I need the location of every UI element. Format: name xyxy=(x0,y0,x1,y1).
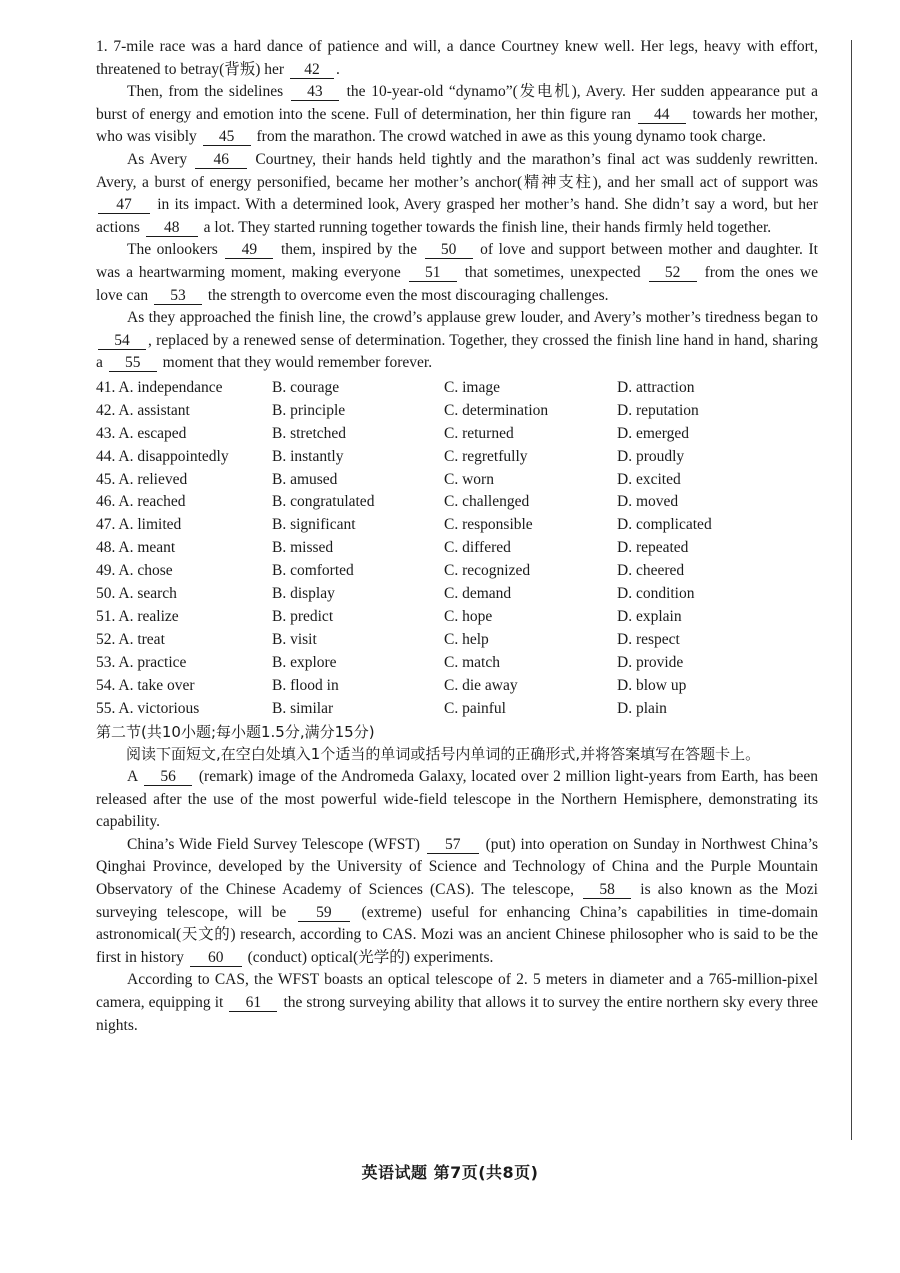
blank-60: 60 xyxy=(190,949,242,967)
option-c: C. worn xyxy=(444,470,494,488)
option-row-41 xyxy=(96,377,818,400)
option-row-48 xyxy=(96,537,818,560)
text: As Avery xyxy=(127,150,194,168)
option-a: 43. A. escaped xyxy=(96,424,187,442)
option-row-53 xyxy=(96,652,818,675)
options-table xyxy=(96,377,818,721)
text: A xyxy=(127,768,143,786)
text: (remark) image of the Andromeda Galaxy, located over 2 million light-years from Earth, has been released after the use of the most powerful wide-field telescope in the Northern Hemisphere, demonstrating its capability. xyxy=(96,768,818,831)
text: them, inspired by the xyxy=(275,241,423,259)
option-b: B. principle xyxy=(272,401,346,419)
option-row-55 xyxy=(96,698,818,721)
option-c: C. returned xyxy=(444,424,514,442)
option-row-46 xyxy=(96,491,818,514)
blank-56: 56 xyxy=(144,768,192,786)
option-row-49 xyxy=(96,560,818,583)
option-row-51 xyxy=(96,606,818,629)
blank-52: 52 xyxy=(649,264,697,282)
option-d: D. plain xyxy=(617,699,667,717)
option-c: C. determination xyxy=(444,401,549,419)
option-row-47 xyxy=(96,514,818,537)
text: As they approached the finish line, the crowd’s applause grew louder, and Avery’s mother’s tiredness began to xyxy=(127,309,818,327)
blank-53: 53 xyxy=(154,287,202,305)
option-b: B. missed xyxy=(272,539,334,557)
blank-55: 55 xyxy=(109,354,157,372)
option-d: D. excited xyxy=(617,470,681,488)
option-b: B. stretched xyxy=(272,424,347,442)
option-b: B. explore xyxy=(272,653,337,671)
option-b: B. predict xyxy=(272,607,334,625)
text: is also known as the Mozi surveying telescope, will be xyxy=(96,881,818,921)
option-a: 41. A. independance xyxy=(96,378,223,396)
blank-54: 54 xyxy=(98,332,146,350)
text: 1. 7-mile race was a hard dance of patience and will, a dance Courtney knew well. Her legs, heavy with effort, threatened to betray(背叛) her xyxy=(96,38,818,78)
option-d: D. blow up xyxy=(617,676,687,694)
option-a: 42. A. assistant xyxy=(96,401,190,419)
text: (conduct) optical(光学的) experiments. xyxy=(243,948,494,966)
page-footer: 英语试题 第7页(共8页) xyxy=(361,1163,539,1182)
option-c: C. help xyxy=(444,630,489,648)
exam-page xyxy=(96,36,818,1037)
option-d: D. cheered xyxy=(617,562,685,580)
text: in its impact. With a determined look, Avery grasped her mother’s hand. She didn’t say a word, but her actions xyxy=(96,196,818,236)
option-d: D. reputation xyxy=(617,401,699,419)
option-b: B. courage xyxy=(272,378,340,396)
option-a: 55. A. victorious xyxy=(96,699,200,717)
option-a: 49. A. chose xyxy=(96,562,173,580)
option-b: B. instantly xyxy=(272,447,344,465)
blank-61: 61 xyxy=(229,994,277,1012)
option-b: B. significant xyxy=(272,516,356,534)
option-c: C. hope xyxy=(444,607,493,625)
option-d: D. explain xyxy=(617,607,682,625)
text: China’s Wide Field Survey Telescope (WFST) xyxy=(127,835,425,853)
text: towards her mother, who was visibly xyxy=(96,105,818,146)
option-a: 44. A. disappointedly xyxy=(96,447,229,465)
option-a: 54. A. take over xyxy=(96,676,195,694)
option-c: C. responsible xyxy=(444,516,533,534)
passage-paragraph-1 xyxy=(96,36,818,81)
passage-paragraph-3 xyxy=(96,149,818,239)
blank-48: 48 xyxy=(146,219,198,237)
blank-57: 57 xyxy=(427,836,479,854)
text: the strong surveying ability that allows it to survey the entire northern sky every three nights. xyxy=(96,994,818,1034)
option-b: B. visit xyxy=(272,630,317,648)
option-d: D. provide xyxy=(617,653,684,671)
option-d: D. proudly xyxy=(617,447,685,465)
text: Then, from the sidelines xyxy=(127,83,289,101)
option-row-50 xyxy=(96,583,818,606)
blank-43: 43 xyxy=(291,83,339,101)
blank-47: 47 xyxy=(98,196,150,214)
option-c: C. die away xyxy=(444,676,518,694)
blank-58: 58 xyxy=(583,881,631,899)
option-d: D. repeated xyxy=(617,539,689,557)
option-d: D. emerged xyxy=(617,424,690,442)
text: from the marathon. The crowd watched in awe as this young dynamo took charge. xyxy=(252,128,766,146)
section-2-instruction: 阅读下面短文,在空白处填入1个适当的单词或括号内单词的正确形式,并将答案填写在答题卡上。 xyxy=(126,745,761,764)
blank-44: 44 xyxy=(638,106,686,124)
option-b: B. amused xyxy=(272,470,338,488)
option-c: C. recognized xyxy=(444,562,531,580)
fill-paragraph-1 xyxy=(96,766,818,834)
option-a: 53. A. practice xyxy=(96,653,187,671)
fill-paragraph-2 xyxy=(96,834,818,970)
option-d: D. moved xyxy=(617,493,679,511)
text: that sometimes, unexpected xyxy=(458,263,647,281)
option-a: 46. A. reached xyxy=(96,493,186,511)
option-c: C. regretfully xyxy=(444,447,528,465)
passage-paragraph-2 xyxy=(96,81,818,149)
blank-45: 45 xyxy=(203,128,251,146)
text: the strength to overcome even the most discouraging challenges. xyxy=(203,286,609,304)
option-a: 47. A. limited xyxy=(96,516,182,534)
option-row-42 xyxy=(96,400,818,423)
option-b: B. display xyxy=(272,585,335,603)
text: , replaced by a renewed sense of determination. Together, they crossed the finish line hand in hand, sharing a xyxy=(96,331,818,372)
option-c: C. match xyxy=(444,653,500,671)
option-d: D. respect xyxy=(617,630,680,648)
text: the 10-year-old “dynamo”(发电机), Avery. Her sudden appearance put a burst of energy and emotion into the scene. Full of determination, her thin figure ran xyxy=(96,83,818,123)
blank-59: 59 xyxy=(298,904,350,922)
option-b: B. comforted xyxy=(272,562,354,580)
option-row-52 xyxy=(96,629,818,652)
blank-50: 50 xyxy=(425,241,473,259)
option-d: D. condition xyxy=(617,585,695,603)
option-c: C. differed xyxy=(444,539,511,557)
text: moment that they would remember forever. xyxy=(158,354,433,372)
option-c: C. image xyxy=(444,378,500,396)
text: Courtney, their hands held tightly and the marathon’s final act was suddenly rewritten. Avery, a burst of energy personified, became her mother’s anchor(精神支柱), and her small act of support was xyxy=(96,150,818,191)
option-row-44 xyxy=(96,446,818,469)
option-row-45 xyxy=(96,469,818,492)
option-c: C. challenged xyxy=(444,493,530,511)
passage-paragraph-5 xyxy=(96,307,818,375)
option-b: B. flood in xyxy=(272,676,339,694)
option-a: 51. A. realize xyxy=(96,607,179,625)
blank-51: 51 xyxy=(409,264,457,282)
option-b: B. congratulated xyxy=(272,493,375,511)
passage-paragraph-4 xyxy=(96,239,818,307)
section-2-title: 第二节(共10小题;每小题1.5分,满分15分) xyxy=(96,722,375,741)
option-c: C. demand xyxy=(444,585,512,603)
blank-49: 49 xyxy=(225,241,273,259)
option-b: B. similar xyxy=(272,699,334,717)
text: According to CAS, the WFST boasts an optical telescope of 2. 5 meters in diameter and a 765-million-pixel camera, equipping it xyxy=(96,971,818,1012)
text: The onlookers xyxy=(127,241,224,259)
blank-46: 46 xyxy=(195,151,247,169)
option-a: 45. A. relieved xyxy=(96,470,188,488)
text: (put) into operation on Sunday in Northwest China’s Qinghai Province, developed by the University of Science and Technology of China and the Purple Mountain Observatory of the Chinese Academy of Sciences (CAS). The telescope, xyxy=(96,835,818,899)
text: from the ones we love can xyxy=(96,263,818,304)
option-d: D. attraction xyxy=(617,378,695,396)
text: a lot. They started running together towards the finish line, their hands firmly held together. xyxy=(199,218,772,236)
text: (extreme) useful for enhancing China’s capabilities in time-domain astronomical(天文的) research, according to CAS. Mozi was an ancient Chinese philosopher who is said to be the first in history xyxy=(96,903,818,966)
fill-paragraph-3 xyxy=(96,969,818,1037)
text: . xyxy=(335,60,340,78)
option-a: 48. A. meant xyxy=(96,539,176,557)
option-a: 52. A. treat xyxy=(96,630,165,648)
option-row-43 xyxy=(96,423,818,446)
option-a: 50. A. search xyxy=(96,585,177,603)
option-d: D. complicated xyxy=(617,516,712,534)
text: of love and support between mother and daughter. It was a heartwarming moment, making everyone xyxy=(96,241,818,281)
blank-42: 42 xyxy=(290,61,334,79)
option-row-54 xyxy=(96,675,818,698)
margin-rule xyxy=(851,40,852,1140)
option-c: C. painful xyxy=(444,699,506,717)
